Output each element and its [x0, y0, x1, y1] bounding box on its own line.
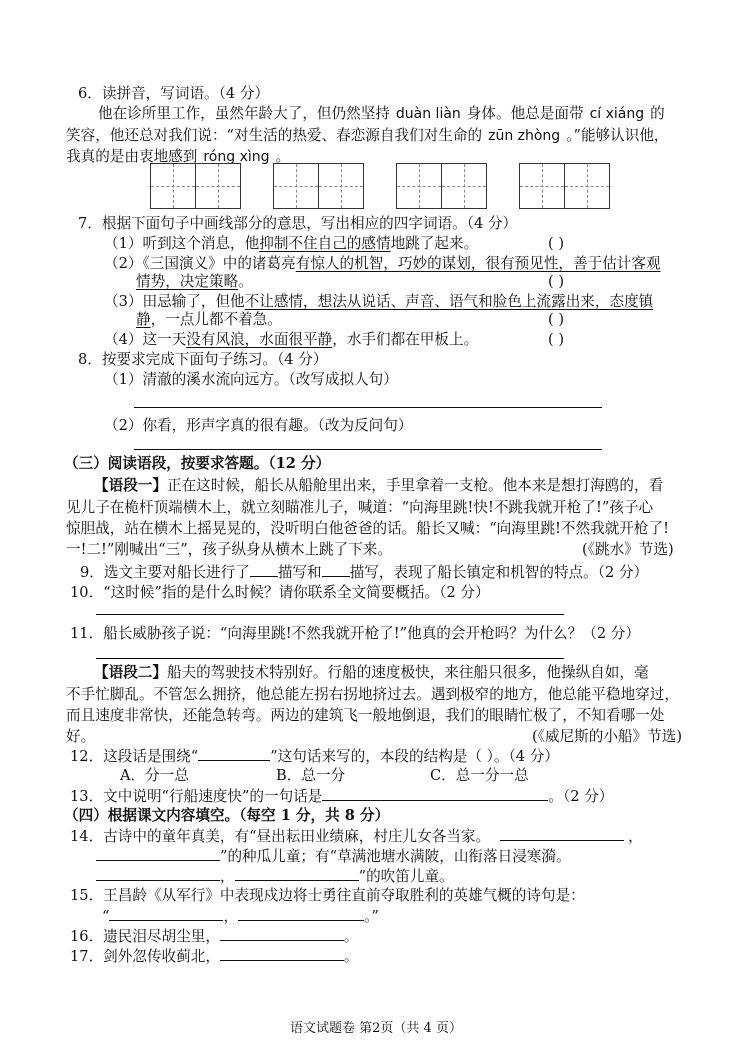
- blank[interactable]: [238, 906, 364, 921]
- page-footer: 语文试题卷 第2页（共 4 页）: [290, 1021, 462, 1036]
- answer-paren[interactable]: ( ): [548, 273, 565, 290]
- period: 。: [343, 948, 359, 965]
- q14-text: ”的种瓜儿童；有“草满池塘水满陂，山衔落日浸寒漪。: [220, 848, 571, 865]
- q7-item-3-cont: [136, 310, 282, 330]
- q6-line-2: [66, 126, 669, 146]
- answer-paren[interactable]: ( ): [548, 311, 565, 328]
- q7-underline: 有惊人的机智，巧妙的谋划，很有预见性，善于估计客观: [295, 255, 661, 272]
- blank[interactable]: [96, 866, 220, 881]
- q7-text: （3）田忌输了，但他: [104, 293, 245, 310]
- q13-text: 13．文中说明“行船速度快”的一句话是: [70, 788, 323, 805]
- q7-text: 。: [238, 273, 253, 290]
- q15: 15．王昌龄《从军行》中表现戍边将士勇往直前夺取胜利的英雄气概的诗句是：: [70, 887, 585, 904]
- section-3-title: （三）阅读语段，按要求答题。（12 分）: [64, 455, 331, 472]
- q6-text: 。”能够认识他，: [566, 127, 669, 144]
- grid-cell[interactable]: [441, 163, 487, 209]
- para1-line-3: 惊胆战，站在横木上摇晃晃的，没听明白他爸爸的话。船长又喊：“向海里跳!不然我就开枪了!: [66, 520, 669, 537]
- q8-item-2: （2）你看，形声字真的很有趣。（改为反问句）: [104, 417, 413, 434]
- para1-line-2: 见儿子在桅杆顶端横木上，就立刻瞄准儿子，喊道：“向海里跳!快!不跳我就开枪了!”孩子心: [66, 499, 654, 516]
- grid-cell[interactable]: [318, 163, 364, 209]
- writing-grid-2[interactable]: [273, 163, 364, 209]
- q10: 10．“这时候”指的是什么时候？请你联系全文简要概括。（2 分）: [70, 584, 490, 601]
- writing-grid-3[interactable]: [396, 163, 487, 209]
- q11: 11．船长威胁孩子说：“向海里跳!不然我就开枪了!”他真的会开枪吗？为什么？（2 分）: [70, 625, 640, 642]
- q12: [70, 746, 559, 767]
- q9-text: 描写，表现了船长镇定和机智的特点。（2 分）: [349, 564, 649, 581]
- q6-text: 。: [275, 148, 291, 165]
- q7-item-1: [104, 234, 478, 254]
- answer-line[interactable]: [134, 449, 602, 450]
- answer-line[interactable]: [96, 614, 564, 615]
- q12-text: 12．这段话是围绕“: [70, 748, 199, 765]
- section-4-title: （四）根据课文内容填空。（每空 1 分，共 8 分）: [64, 807, 390, 824]
- q7-title: 7．根据下面句子中画线部分的意思，写出相应的四字词语。（4 分）: [78, 215, 518, 232]
- period: 。: [343, 928, 359, 945]
- q15-text: 。”: [364, 908, 379, 925]
- q7-underline: 情势，决定策略: [136, 273, 239, 290]
- blank[interactable]: [500, 826, 624, 841]
- q13-text: 。（2 分）: [548, 788, 614, 805]
- q13: [70, 786, 613, 807]
- writing-grid-1[interactable]: [150, 163, 241, 209]
- q14-text: ”的吹笛儿童。: [358, 868, 454, 885]
- blank[interactable]: [96, 846, 220, 861]
- grid-cell[interactable]: [273, 163, 319, 209]
- q16-text: 16．遗民泪尽胡尘里，: [70, 928, 220, 945]
- q7-item-3: [104, 292, 653, 312]
- pinyin-4: róng xìng: [203, 149, 270, 165]
- q12-text: ”这句话来写的，本段的结构是（ ）。（4 分）: [270, 748, 559, 765]
- q9: [80, 562, 648, 583]
- para2-label: 【语段二】: [94, 664, 167, 681]
- q14-line-2: [96, 846, 571, 867]
- grid-cell[interactable]: [195, 163, 241, 209]
- para2-line-1: [94, 663, 649, 683]
- grid-cell[interactable]: [564, 163, 610, 209]
- blank[interactable]: [322, 786, 548, 801]
- para1-label: 【语段一】: [94, 477, 167, 494]
- q7-text: ，水手们都在甲板上。: [332, 331, 479, 348]
- q12-option-c[interactable]: C．总一分一总: [430, 767, 529, 784]
- writing-grid-4[interactable]: [519, 163, 610, 209]
- q12-option-b[interactable]: B．总一分: [276, 767, 346, 784]
- para-text: 正在这时候，船长从船舱里出来，手里拿着一支枪。他本来是想打海鸥的，看: [166, 477, 664, 494]
- para1-source: (《跳水》节选): [582, 541, 674, 558]
- q14-line-1: 14．古诗中的童年真美，有“昼出耘田业绩麻，村庄儿女各当家。 ，: [70, 828, 643, 845]
- q9-text: 描写和: [277, 564, 322, 581]
- answer-line[interactable]: [134, 407, 602, 408]
- q7-item-4: [104, 330, 478, 350]
- q7-text: （1）听到这个消息，他: [104, 235, 260, 252]
- answer-paren[interactable]: ( ): [548, 235, 565, 252]
- q8-title: 8．按要求完成下面句子练习。（4 分）: [78, 351, 328, 368]
- q7-text: （4）这一天: [104, 331, 187, 348]
- answer-line[interactable]: [96, 658, 564, 659]
- grid-cell[interactable]: [150, 163, 196, 209]
- q7-text: （2）《三国演义》中的诸葛亮: [104, 255, 296, 272]
- q6-text: 笑容，他还总对我们说：“对生活的热爱、春恋源自我们对生命的: [66, 127, 483, 144]
- q17-text: 17．剑外忽传收蓟北，: [70, 948, 220, 965]
- q7-item-2-cont: [136, 272, 253, 292]
- pinyin-1: duàn liàn: [395, 106, 461, 122]
- para2-line-3: 而且速度非常快，还能急转弯。两边的建筑飞一般地倒退，我们的眼睛忙极了，不知看哪一处: [66, 707, 665, 724]
- q7-underline: 没有风浪，水面很平静: [186, 331, 333, 348]
- blank[interactable]: [109, 906, 223, 921]
- para1-line-4: 一!二!”刚喊出“三”，孩子纵身从横木上跳了下来。: [66, 541, 392, 558]
- para2-line-2: 不手忙脚乱。不管怎么拥挤，他总能左拐右拐地挤过去。遇到极窄的地方，他总能平稳地穿过，: [66, 686, 679, 703]
- pinyin-2: cí xiáng: [589, 106, 645, 122]
- para1-line-1: [94, 476, 663, 496]
- q12-option-a[interactable]: A．分一总: [120, 767, 189, 784]
- q16: [70, 926, 359, 947]
- q6-text: 我真的是由衷地感到: [66, 148, 198, 165]
- q7-text: 地跳了起来。: [390, 235, 479, 252]
- q6-text: 他在诊所里工作，虽然年龄大了，但仍然坚持: [98, 105, 390, 122]
- para-text: 船夫的驾驶技术特别好。行船的速度极快，来往船只很多，他操纵自如，毫: [166, 664, 649, 681]
- blank[interactable]: [235, 866, 359, 881]
- q7-text: ，一点儿都不着急。: [150, 311, 282, 328]
- blank[interactable]: [198, 746, 270, 761]
- q17: [70, 946, 359, 967]
- q7-underline: 不让感情，想法从说话、声音、语气和脸色上流露出来，态度镇: [244, 293, 654, 310]
- answer-paren[interactable]: ( ): [548, 331, 565, 348]
- grid-cell[interactable]: [396, 163, 442, 209]
- q15-answer: “ ， 。”: [102, 908, 379, 925]
- q14-line-3: ， ”的吹笛儿童。: [96, 866, 454, 887]
- para2-line-4: 好。: [66, 728, 96, 745]
- q6-line-1: [98, 104, 665, 124]
- blank[interactable]: [250, 562, 278, 577]
- pinyin-3: zūn zhòng: [488, 128, 561, 144]
- grid-cell[interactable]: [519, 163, 565, 209]
- q7-underline: 抑制不住自己的感情: [259, 235, 391, 252]
- blank[interactable]: [322, 562, 350, 577]
- para2-source: (《威尼斯的小船》节选): [532, 728, 683, 745]
- q8-item-1: （1）清澈的溪水流向远方。（改写成拟人句）: [104, 371, 398, 388]
- q7-item-2: [104, 254, 661, 274]
- q14-text: 14．古诗中的童年真美，有“昼出耘田业绩麻，村庄儿女各当家。: [70, 828, 491, 845]
- blank[interactable]: [220, 926, 344, 941]
- q9-text: 9．选文主要对船长进行了: [80, 564, 250, 581]
- q6-text: 身体。他总是面带: [466, 105, 584, 122]
- q7-underline: 静: [136, 311, 151, 328]
- blank[interactable]: [220, 946, 344, 961]
- q6-title: 6．读拼音，写词语。（4 分）: [78, 85, 270, 102]
- q6-text: 的: [650, 105, 665, 122]
